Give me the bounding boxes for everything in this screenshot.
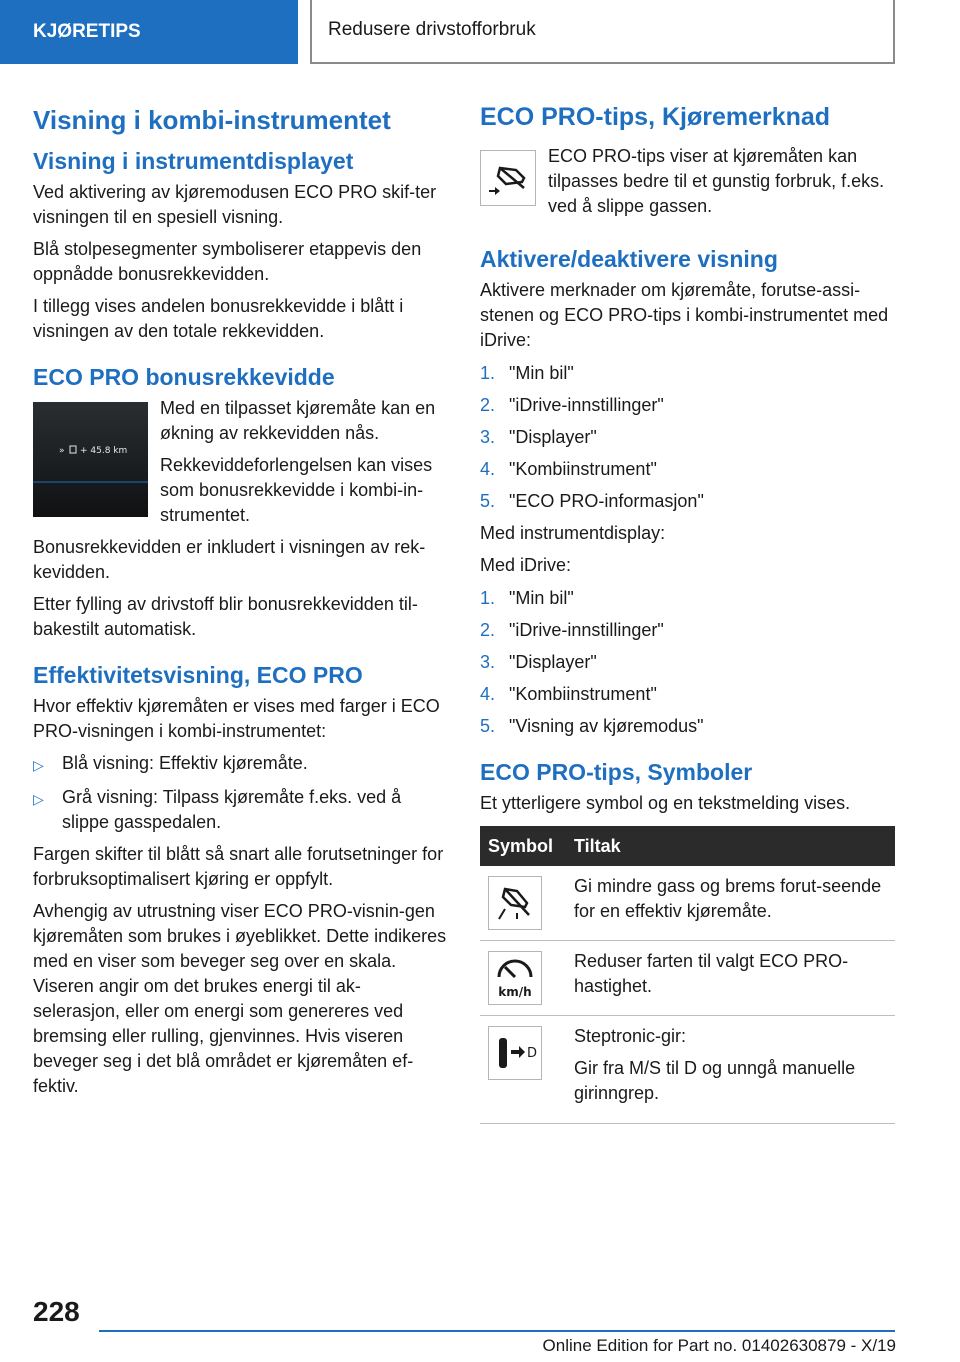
paragraph: Bonusrekkevidden er inkludert i visningen av rek-kevidden. [33,537,426,582]
list-item-text: Grå visning: Tilpass kjøremåte f.eks. ved å slippe gasspedalen. [62,787,402,832]
paragraph: Ved aktivering av kjøremodusen ECO PRO skif-ter visningen til en spesiell visning. [33,182,437,227]
step-text: "Kombiinstrument" [509,459,657,479]
list-item [480,489,895,514]
list-item [480,586,895,611]
speed-unit-label: km/h [498,985,532,999]
step-text: "iDrive-innstillinger" [509,395,664,415]
list-item [480,425,895,450]
paragraph: Et ytterligere symbol og en tekstmelding vises. [480,793,851,813]
step-number: 4. [480,459,496,479]
step-number: 5. [480,716,496,736]
step-text: "Kombiinstrument" [509,684,657,704]
table-cell-action: Reduser farten til valgt ECO PRO-hastighet. [566,941,895,1016]
heading-efficiency: Effektivitetsvisning, ECO PRO [33,662,363,688]
table-cell-action [566,1016,895,1124]
table-cell-symbol [480,941,566,1016]
bonus-range-display-image [33,402,148,522]
footer-edition: Online Edition for Part no. 01402630879 - X/19 [542,1336,896,1355]
step-text: "Min bil" [509,363,574,383]
heading-bonus-range: ECO PRO bonusrekkevidde [33,364,335,390]
step-number: 4. [480,684,496,704]
triangle-bullet-icon: ▷ [33,791,44,807]
page-number: 228 [33,1296,80,1327]
svg-text:»: » [59,446,65,456]
idrive-steps-list [480,361,895,514]
table-row [480,941,895,1016]
symbol-table [480,826,895,1124]
list-item [480,457,895,482]
list-item [480,650,895,675]
step-text: "Displayer" [509,652,597,672]
paragraph: Avhengig av utrustning viser ECO PRO-visnin-gen kjøremåten som brukes i øyeblikket. Dette indikeres med en viser som beveger seg over en skala. Viseren angir om det brukes energi til ak-selerasjon, eller om energi som genereres ved bremsing eller rulling, gjenvinnes. Hvis viseren beveger seg i det blå området er kjøremåten ef-fektiv. [33,901,447,1096]
paragraph: ECO PRO-tips viser at kjøremåten kan tilpasses bedre til et gunstig forbruk, f.eks. ved å slippe gassen. [548,146,885,216]
paragraph: Med en tilpasset kjøremåte kan en økning av rekkevidden nås. [160,398,436,443]
list-item-text: Blå visning: Effektiv kjøremåte. [62,753,308,773]
page-title-text: Redusere drivstofforbruk [328,19,536,40]
left-column [33,96,447,1106]
table-row [480,866,895,941]
step-number: 1. [480,363,496,383]
paragraph: Steptronic-gir: [574,1026,687,1046]
paragraph: Fargen skifter til blått så snart alle forutsetninger for forbruksoptimalisert kjøring er oppfylt. [33,844,444,889]
step-text: "iDrive-innstillinger" [509,620,664,640]
eco-tip-icon [480,150,536,206]
heading-symbols: ECO PRO-tips, Symboler [480,759,753,785]
step-text: "Displayer" [509,427,597,447]
step-number: 1. [480,588,496,608]
list-item [480,618,895,643]
step-number: 2. [480,395,496,415]
step-text: "Visning av kjøremodus" [509,716,704,736]
speed-reduce-icon [488,951,542,1005]
efficiency-list [33,751,447,835]
list-item [480,393,895,418]
paragraph: Hvor effektiv kjøremåten er vises med farger i ECO PRO-visningen i kombi-instrumentet: [33,696,440,741]
table-cell-symbol [480,866,566,941]
idrive-steps-list-2 [480,586,895,739]
heading-instrument-display: Visning i instrumentdisplayet [33,148,354,174]
heading-activate-display: Aktivere/deaktivere visning [480,246,778,272]
right-column [480,96,895,1124]
paragraph: Blå stolpesegmenter symboliserer etappevis den oppnådde bonusrekkevidden. [33,239,422,284]
paragraph: I tillegg vises andelen bonusrekkevidde i blått i visningen av den totale rekkevidden. [33,296,404,341]
table-header-action: Tiltak [566,826,895,866]
list-item [480,682,895,707]
gear-shift-icon [488,1026,542,1080]
page-title [310,0,895,64]
step-number: 3. [480,427,496,447]
paragraph: Med instrumentdisplay: [480,523,666,543]
section-tab: KJØRETIPS [0,0,298,64]
paragraph: Med iDrive: [480,555,572,575]
gear-letter: D [526,1046,538,1061]
list-item [33,751,447,778]
paragraph: Aktivere merknader om kjøremåte, forutse-assi-stenen og ECO PRO-tips i kombi-instrumentet med iDrive: [480,280,889,350]
footer-divider [99,1330,895,1332]
step-number: 5. [480,491,496,511]
bonus-range-value: + 45.8 km [80,446,128,456]
table-row [480,1016,895,1124]
paragraph: Rekkeviddeforlengelsen kan vises som bonusrekkevidde i kombi-in-strumentet. [160,455,433,525]
triangle-bullet-icon: ▷ [33,757,44,773]
table-header-symbol: Symbol [480,826,566,866]
table-cell-symbol [480,1016,566,1124]
step-number: 3. [480,652,496,672]
list-item [480,714,895,739]
main-heading: Visning i kombi-instrumentet [33,105,391,135]
heading-driving-tip: ECO PRO-tips, Kjøremerknad [480,103,831,131]
table-cell-action: Gi mindre gass og brems forut-seende for en effektiv kjøremåte. [566,866,895,941]
paragraph: Gir fra M/S til D og unngå manuelle girinngrep. [574,1058,856,1103]
paragraph: Etter fylling av drivstoff blir bonusrekkevidden til-bakestilt automatisk. [33,594,418,639]
step-text: "ECO PRO-informasjon" [509,491,704,511]
pedal-anticipate-icon [488,876,542,930]
step-text: "Min bil" [509,588,574,608]
table-header-row [480,826,895,866]
list-item [33,785,447,835]
list-item [480,361,895,386]
step-number: 2. [480,620,496,640]
